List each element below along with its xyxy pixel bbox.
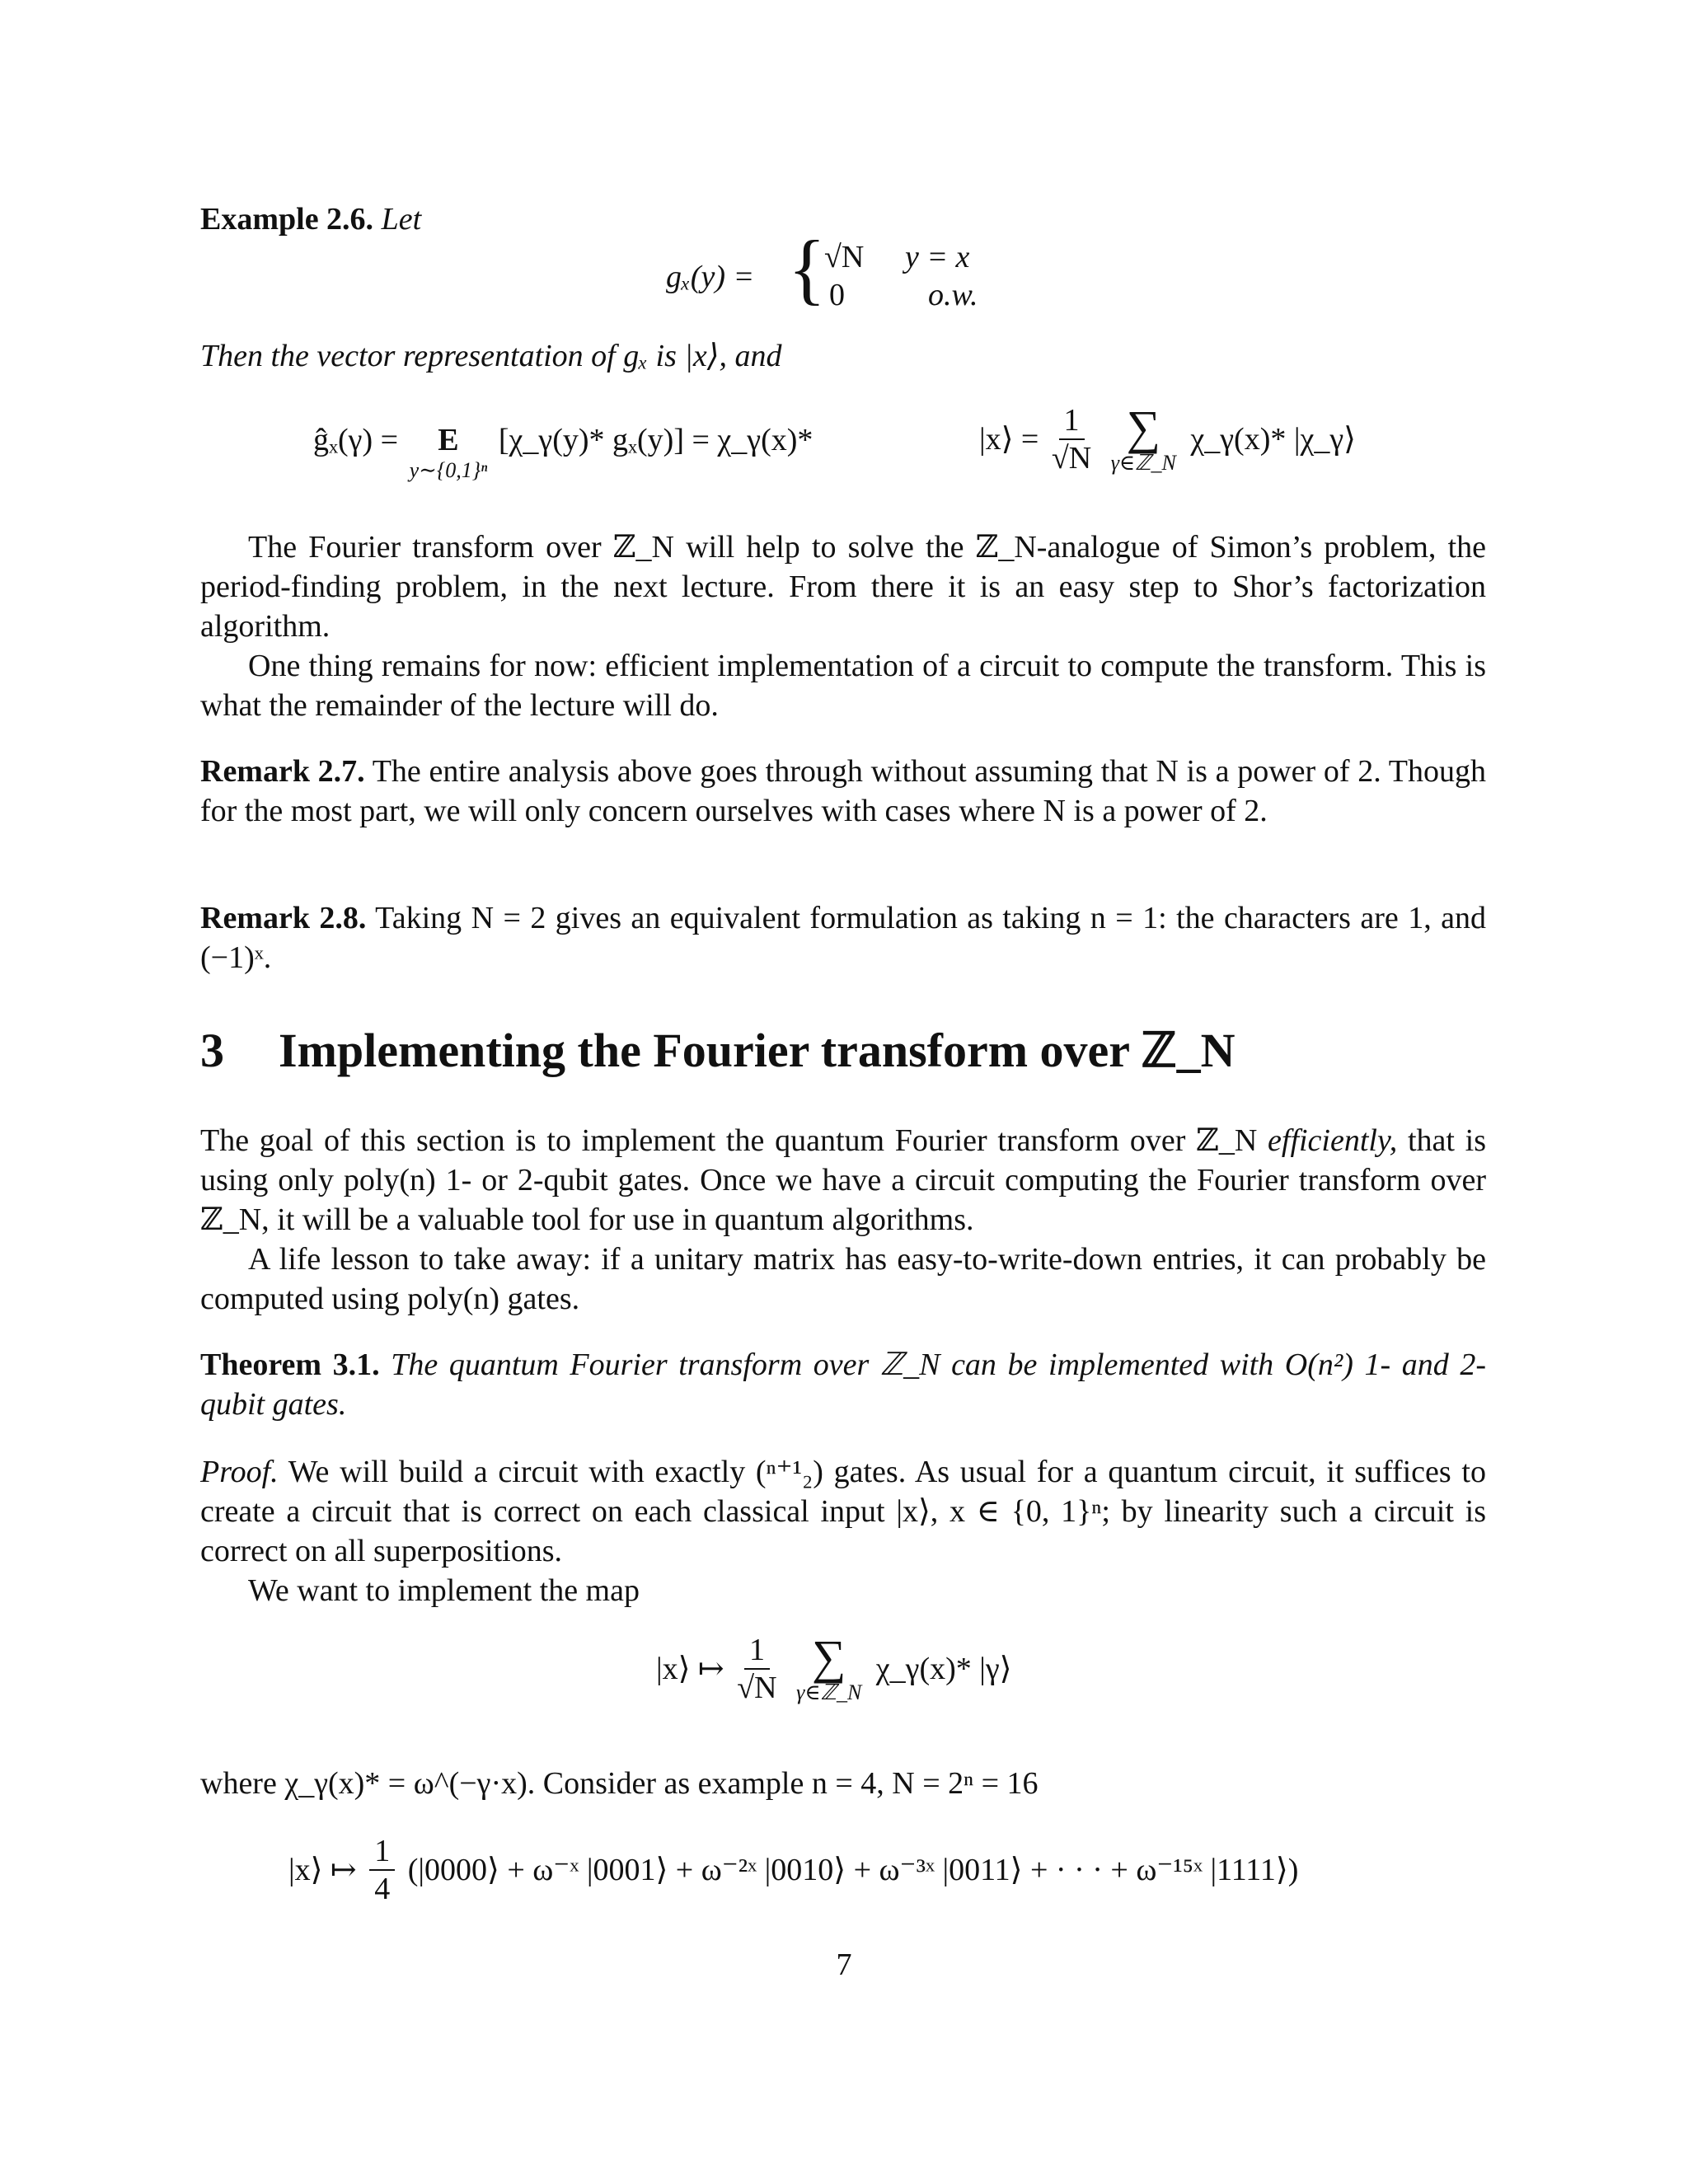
eq-right-frac — [1052, 402, 1091, 476]
theorem-text: The quantum Fourier transform over ℤ_N can be implemented with O(n²) 1- and 2-qubit gates. — [200, 1347, 1486, 1422]
section-title: Implementing the Fourier transform over ℤ_N — [279, 1024, 1236, 1077]
remark-2-8 — [200, 898, 1486, 977]
proof-block — [200, 1452, 1486, 1610]
eq-right-num: 1 — [1059, 402, 1085, 440]
map-frac — [737, 1632, 776, 1706]
proof-text: We will build a circuit with exactly (ⁿ⁺¹₂) gates. As usual for a quantum circuit, it suffices to create a circuit that is correct on each classical input |x⟩, x ∈ {0, 1}ⁿ; by linearity such a circuit is correct on all superpositions. — [200, 1455, 1486, 1568]
eq-right-sum-sub: γ∈ℤ_N — [1110, 451, 1176, 475]
gx-def-lhs: gₓ(y) = — [666, 260, 755, 294]
fourier-paragraph-block — [200, 527, 1486, 725]
map-den: √N — [737, 1671, 777, 1705]
remark-2-8-text: Taking N = 2 gives an equivalent formulation as taking n = 1: the characters are 1, and (−1)ˣ. — [200, 901, 1486, 975]
section-number: 3 — [200, 1024, 224, 1077]
remark-2-7-text: The entire analysis above goes through without assuming that N is a power of 2. Though for the most part, we will only concern ourselves with cases where N is a power of 2. — [200, 754, 1486, 828]
case1-cond: y = x — [905, 240, 970, 274]
proof-label: Proof. — [200, 1455, 279, 1489]
case2-value: 0 — [829, 278, 845, 312]
sigma-symbol: ∑ — [1126, 401, 1160, 454]
case2-cond: o.w. — [928, 278, 978, 312]
eq-right-rhs: χ_γ(x)* |χ_γ⟩ — [1190, 422, 1356, 457]
eq-left-lhs: ĝₓ(γ) = — [313, 423, 399, 457]
eq-right-sum — [1110, 401, 1176, 475]
eq-right-den: √N — [1051, 441, 1092, 476]
para-life: A life lesson to take away: if a unitary matrix has easy-to-write-down entries, it can probably be computed using poly(n) gates. — [200, 1242, 1486, 1316]
then-sentence: Then the vector representation of gₓ is |x⟩, and — [200, 339, 782, 373]
theorem-label: Theorem 3.1. — [200, 1347, 380, 1382]
fourier-coefficient-eq — [313, 420, 813, 481]
para-fourier: The Fourier transform over ℤ_N will help to solve the ℤ_N-analogue of Simon’s problem, the period-finding problem, in the next lecture. From there it is an easy step to Shor’s factorization algorithm. — [200, 530, 1486, 644]
para-goal-b: that is using only poly(n) 1- or 2-qubit gates. Once we have a circuit computing the Fourier transform over ℤ_N, it will be a valuable tool for use in quantum algorithms. — [200, 1123, 1487, 1237]
map-sigma-symbol: ∑ — [812, 1630, 846, 1684]
para-one-thing: One thing remains for now: efficient implementation of a circuit to compute the transform. This is what the remainder of the lecture will do. — [200, 649, 1486, 723]
para-where: where χ_γ(x)* = ω^(−γ·x). Consider as example n = 4, N = 2ⁿ = 16 — [200, 1766, 1039, 1801]
example-2-6-heading — [200, 199, 1486, 239]
cases-brace: { — [788, 224, 827, 312]
case1-value: √N — [824, 240, 865, 274]
example-label: Example 2.6. — [200, 202, 374, 237]
example-n4-eq — [288, 1833, 1298, 1907]
section-heading — [200, 1022, 1236, 1080]
theorem-3-1 — [200, 1345, 1486, 1424]
example-eq-den: 4 — [374, 1872, 391, 1906]
page-number: 7 — [836, 1947, 852, 1982]
remark-2-7-label: Remark 2.7. — [200, 754, 365, 789]
map-num: 1 — [744, 1632, 770, 1670]
para-goal-a: The goal of this section is to implement the quantum Fourier transform over ℤ_N — [200, 1123, 1258, 1158]
example-eq-frac — [369, 1833, 395, 1907]
eq-left-rhs: [χ_γ(y)* gₓ(y)] = χ_γ(x)* — [498, 423, 814, 457]
map-lhs: |x⟩ ↦ — [656, 1652, 724, 1686]
expectation-E: E — [438, 423, 459, 457]
ket-expansion-eq — [979, 402, 1356, 476]
eq-right-lhs: |x⟩ = — [979, 422, 1039, 457]
map-sum-sub: γ∈ℤ_N — [796, 1680, 862, 1704]
para-goal — [200, 1121, 1486, 1240]
goal-paragraph-block — [200, 1121, 1486, 1319]
para-want: We want to implement the map — [248, 1573, 640, 1608]
map-rhs: χ_γ(x)* |γ⟩ — [875, 1652, 1012, 1686]
example-lead: Let — [381, 202, 422, 237]
expectation-sub: y∼{0,1}ⁿ — [409, 458, 488, 482]
qft-map-eq — [656, 1632, 1012, 1706]
expectation-operator — [410, 420, 488, 481]
remark-2-8-label: Remark 2.8. — [200, 901, 367, 935]
example-eq-rhs: (|0000⟩ + ω⁻ˣ |0001⟩ + ω⁻²ˣ |0010⟩ + ω⁻³ˣ |0011⟩ + · · · + ω⁻¹⁵ˣ |1111⟩) — [407, 1853, 1299, 1887]
example-eq-num: 1 — [369, 1833, 395, 1871]
para-goal-em: efficiently, — [1268, 1123, 1398, 1158]
remark-2-7 — [200, 752, 1486, 831]
example-eq-lhs: |x⟩ ↦ — [288, 1853, 357, 1887]
map-sum — [796, 1630, 862, 1704]
